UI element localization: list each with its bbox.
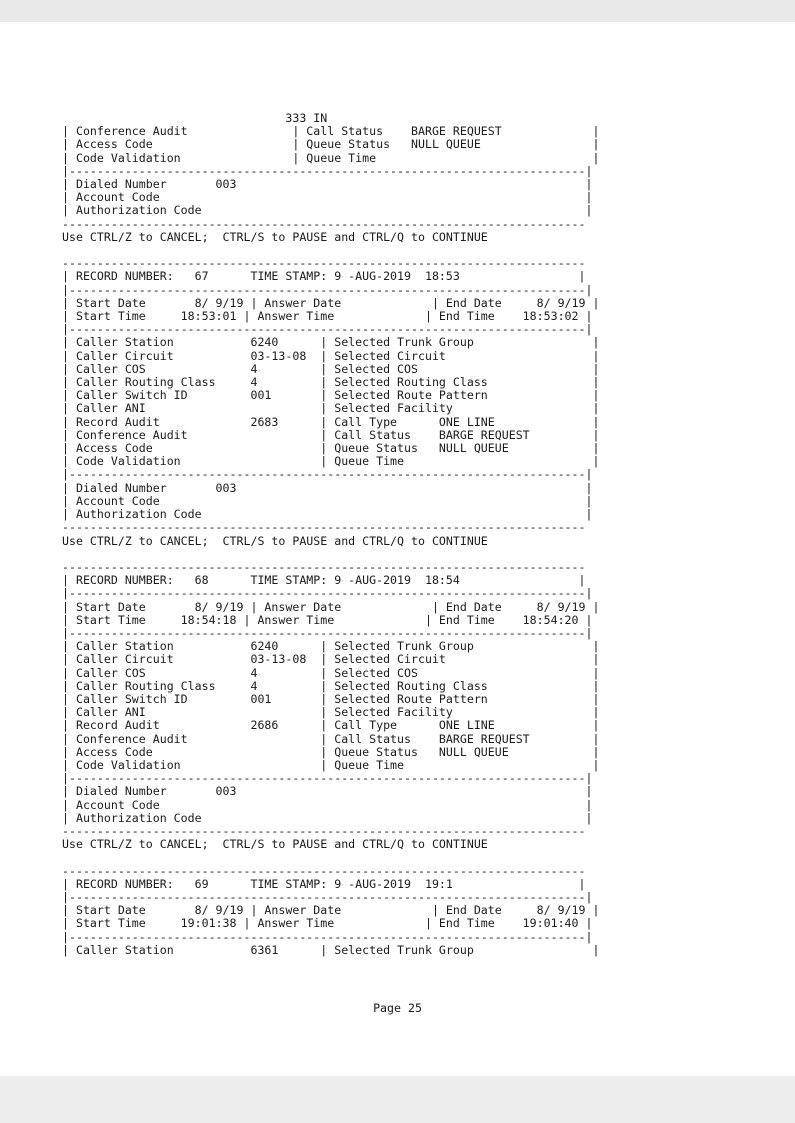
report-line: | Caller ANI | Selected Facility | bbox=[62, 705, 600, 720]
report-line: | Record Audit 2686 | Call Type ONE LINE | bbox=[62, 718, 600, 733]
report-line bbox=[62, 548, 702, 561]
report-line: | Caller Station 6240 | Selected Trunk Group | bbox=[62, 335, 600, 350]
report-line: | Account Code | bbox=[62, 797, 593, 812]
report-line: Use CTRL/Z to CANCEL; CTRL/S to PAUSE and CTRL/Q to CONTINUE bbox=[62, 837, 488, 852]
report-line: |--------------------------------------------------------------------------| bbox=[62, 322, 593, 337]
report-line: | Access Code | Queue Status NULL QUEUE | bbox=[62, 137, 600, 152]
report-line bbox=[62, 851, 702, 864]
report-line: | Caller ANI | Selected Facility | bbox=[62, 401, 600, 416]
report-line: --------------------------------------------------------------------------- bbox=[62, 559, 586, 574]
report-line: 333 IN bbox=[62, 111, 328, 125]
report-line: | Conference Audit | Call Status BARGE REQUEST | bbox=[62, 731, 600, 746]
report-line: | Caller Circuit 03-13-08 | Selected Circuit | bbox=[62, 652, 600, 667]
report-line: |--------------------------------------------------------------------------| bbox=[62, 467, 593, 482]
call-detail-report bbox=[62, 112, 702, 957]
report-line: | Caller Station 6361 | Selected Trunk Group | bbox=[62, 942, 600, 957]
report-line: |--------------------------------------------------------------------------| bbox=[62, 889, 593, 904]
report-line: | Caller COS 4 | Selected COS | bbox=[62, 665, 600, 680]
report-line: | Access Code | Queue Status NULL QUEUE | bbox=[62, 744, 600, 759]
scan-bottom-band bbox=[0, 1076, 795, 1123]
scan-top-band bbox=[0, 0, 795, 22]
report-line: | Conference Audit | Call Status BARGE REQUEST | bbox=[62, 427, 600, 442]
report-line: | Start Date 8/ 9/19 | Answer Date | End Date 8/ 9/19 | bbox=[62, 903, 600, 918]
report-line: |--------------------------------------------------------------------------| bbox=[62, 929, 593, 944]
report-line: | Dialed Number 003 | bbox=[62, 177, 593, 192]
report-line: | Authorization Code | bbox=[62, 203, 593, 218]
report-line: |--------------------------------------------------------------------------| bbox=[62, 771, 593, 786]
report-line: | Account Code | bbox=[62, 190, 593, 205]
report-line: | Code Validation | Queue Time | bbox=[62, 150, 600, 165]
report-line: |--------------------------------------------------------------------------| bbox=[62, 586, 593, 601]
report-line: |--------------------------------------------------------------------------| bbox=[62, 282, 593, 297]
report-line: |--------------------------------------------------------------------------| bbox=[62, 163, 593, 178]
report-line: --------------------------------------------------------------------------- bbox=[62, 256, 586, 271]
report-line: | Caller Routing Class 4 | Selected Routing Class | bbox=[62, 678, 600, 693]
report-line: | Caller Switch ID 001 | Selected Route Pattern | bbox=[62, 691, 600, 706]
report-line: | Code Validation | Queue Time | bbox=[62, 757, 600, 772]
report-line: --------------------------------------------------------------------------- bbox=[62, 216, 586, 231]
report-line: |--------------------------------------------------------------------------| bbox=[62, 625, 593, 640]
report-line: | Dialed Number 003 | bbox=[62, 480, 593, 495]
report-line: | Access Code | Queue Status NULL QUEUE | bbox=[62, 441, 600, 456]
report-line: | Authorization Code | bbox=[62, 810, 593, 825]
report-line: | RECORD NUMBER: 69 TIME STAMP: 9 -AUG-2019 19:1 | bbox=[62, 876, 586, 891]
page-number: Page 25 bbox=[373, 1001, 422, 1015]
report-line: | Start Date 8/ 9/19 | Answer Date | End Date 8/ 9/19 | bbox=[62, 295, 600, 310]
report-line: | Account Code | bbox=[62, 493, 593, 508]
report-line: | Start Time 18:54:18 | Answer Time | End Time 18:54:20 | bbox=[62, 612, 593, 627]
report-line: --------------------------------------------------------------------------- bbox=[62, 520, 586, 535]
report-line: | Caller COS 4 | Selected COS | bbox=[62, 361, 600, 376]
report-line: | Conference Audit | Call Status BARGE REQUEST | bbox=[62, 124, 600, 139]
report-line: | RECORD NUMBER: 68 TIME STAMP: 9 -AUG-2019 18:54 | bbox=[62, 573, 586, 588]
report-line: | Start Time 18:53:01 | Answer Time | End Time 18:53:02 | bbox=[62, 309, 593, 324]
report-line: | Start Date 8/ 9/19 | Answer Date | End Date 8/ 9/19 | bbox=[62, 599, 600, 614]
report-line: | Caller Switch ID 001 | Selected Route Pattern | bbox=[62, 388, 600, 403]
report-line: | Record Audit 2683 | Call Type ONE LINE | bbox=[62, 414, 600, 429]
report-line: --------------------------------------------------------------------------- bbox=[62, 863, 586, 878]
report-line: | Start Time 19:01:38 | Answer Time | End Time 19:01:40 | bbox=[62, 916, 593, 931]
report-line: | Caller Routing Class 4 | Selected Routing Class | bbox=[62, 375, 600, 390]
report-line: | RECORD NUMBER: 67 TIME STAMP: 9 -AUG-2019 18:53 | bbox=[62, 269, 586, 284]
report-line: | Caller Circuit 03-13-08 | Selected Circuit | bbox=[62, 348, 600, 363]
report-line: | Authorization Code | bbox=[62, 507, 593, 522]
report-line: Use CTRL/Z to CANCEL; CTRL/S to PAUSE and CTRL/Q to CONTINUE bbox=[62, 533, 488, 548]
report-line: | Caller Station 6240 | Selected Trunk Group | bbox=[62, 639, 600, 654]
report-line: | Code Validation | Queue Time | bbox=[62, 454, 600, 469]
report-line: --------------------------------------------------------------------------- bbox=[62, 823, 586, 838]
report-line: | Dialed Number 003 | bbox=[62, 784, 593, 799]
report-line: Use CTRL/Z to CANCEL; CTRL/S to PAUSE and CTRL/Q to CONTINUE bbox=[62, 229, 488, 244]
